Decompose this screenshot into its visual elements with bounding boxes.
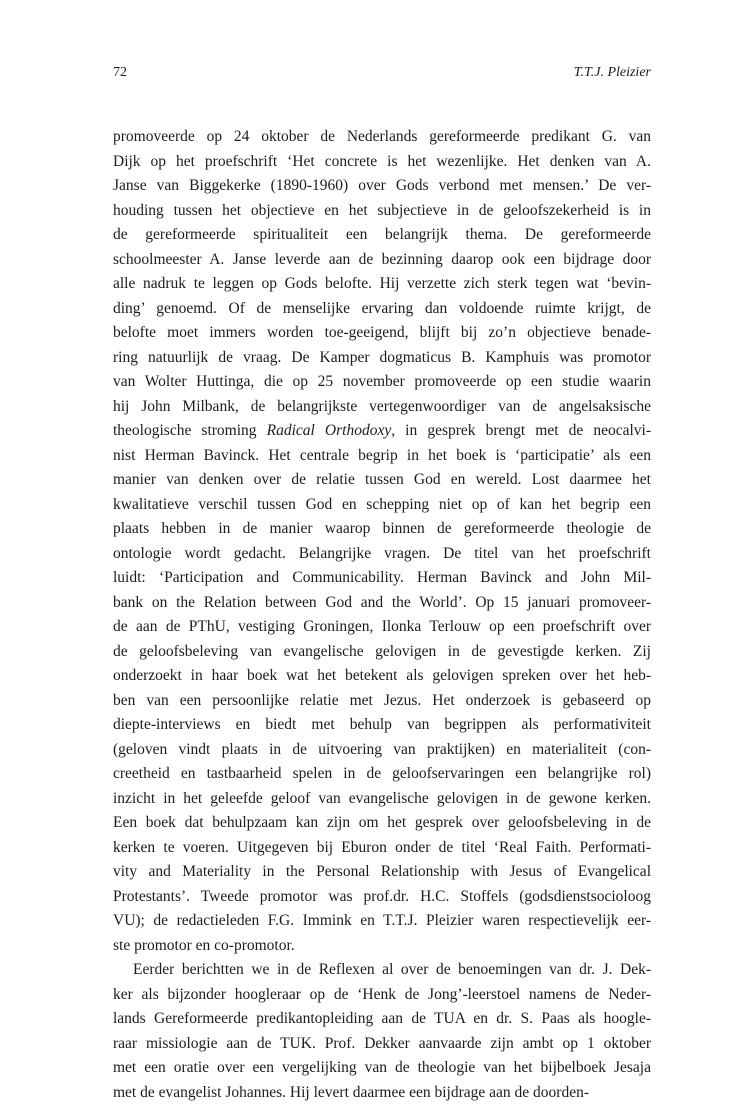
text-line: belofte moet immers worden toe-geeigend, blijft bij zo’n objectieve benade- [113, 321, 651, 346]
text-line: houding tussen het objectieve en het subjectieve in de geloofszekerheid is in [113, 199, 651, 224]
text-line: luidt: ‘Participation and Communicability. Herman Bavinck and John Mil- [113, 566, 651, 591]
text-line: (geloven vindt plaats in de uitvoering van praktijken) en materialiteit (con- [113, 738, 651, 763]
page-number: 72 [113, 64, 127, 82]
text-line: de aan de PThU, vestiging Groningen, Ilonka Terlouw op een proefschrift over [113, 615, 651, 640]
text-line: promoveerde op 24 oktober de Nederlands gereformeerde predikant G. van [113, 125, 651, 150]
text-line: Een boek dat behulpzaam kan zijn om het gesprek over geloofsbeleving in de [113, 811, 651, 836]
text-line: ring natuurlijk de vraag. De Kamper dogmaticus B. Kamphuis was promotor [113, 346, 651, 371]
text-line: ben van een persoonlijke relatie met Jezus. Het onderzoek is gebaseerd op [113, 689, 651, 714]
text-line: raar missiologie aan de TUK. Prof. Dekker aanvaarde zijn ambt op 1 oktober [113, 1032, 651, 1057]
paragraph [113, 958, 651, 1105]
text-line: kerken te voeren. Uitgegeven bij Eburon onder de titel ‘Real Faith. Performati- [113, 836, 651, 861]
text-line: inzicht in het geleefde geloof van evangelische gelovigen in de gewone kerken. [113, 787, 651, 812]
text-line: Janse van Biggekerke (1890-1960) over Gods verbond met mensen.’ De ver- [113, 174, 651, 199]
running-head-author: T.T.J. Pleizier [574, 64, 651, 82]
text-line: onderzoekt in haar boek wat het betekent als gelovigen spreken over het heb- [113, 664, 651, 689]
text-line: alle nadruk te leggen op Gods belofte. Hij verzette zich sterk tegen wat ‘bevin- [113, 272, 651, 297]
text-line: Eerder berichtten we in de Reflexen al over de benoemingen van dr. J. Dek- [113, 958, 651, 983]
text-line: Protestants’. Tweede promotor was prof.dr. H.C. Stoffels (godsdienstsocioloog [113, 885, 651, 910]
text-line: Dijk op het proefschrift ‘Het concrete is het wezenlijke. Het denken van A. [113, 150, 651, 175]
text-line: hij John Milbank, de belangrijkste vertegenwoordiger van de angelsaksische [113, 395, 651, 420]
text-line: plaats hebben in de manier waarop binnen de gereformeerde theologie de [113, 517, 651, 542]
text-line: lands Gereformeerde predikantopleiding aan de TUA en dr. S. Paas als hoogle- [113, 1007, 651, 1032]
text-line: ste promotor en co-promotor. [113, 934, 651, 959]
paragraph [113, 125, 651, 958]
text-line: vity and Materiality in the Personal Relationship with Jesus of Evangelical [113, 860, 651, 885]
text-line: ding’ genoemd. Of de menselijke ervaring dan voldoende ruimte krijgt, de [113, 297, 651, 322]
text-line: nist Herman Bavinck. Het centrale begrip in het boek is ‘participatie’ als een [113, 444, 651, 469]
text-line: met de evangelist Johannes. Hij levert daarmee een bijdrage aan de doorden- [113, 1081, 651, 1105]
text-line: bank on the Relation between God and the World’. Op 15 januari promoveer- [113, 591, 651, 616]
text-line: de gereformeerde spiritualiteit een belangrijk thema. De gereformeerde [113, 223, 651, 248]
text-line [113, 419, 651, 444]
text-line: ker als bijzonder hoogleraar op de ‘Henk de Jong’-leerstoel namens de Neder- [113, 983, 651, 1008]
text-line: schoolmeester A. Janse leverde aan de bezinning daarop ook een bijdrage door [113, 248, 651, 273]
text-line: creetheid en tastbaarheid spelen in de geloofservaringen een belangrijke rol) [113, 762, 651, 787]
text-line: ontologie wordt gedacht. Belangrijke vragen. De titel van het proefschrift [113, 542, 651, 567]
text-line: van Wolter Huttinga, die op 25 november promoveerde op een studie waarin [113, 370, 651, 395]
text-line: kwalitatieve verschil tussen God en schepping niet op of kan het begrip een [113, 493, 651, 518]
text-line: de geloofsbeleving van evangelische gelovigen in de gevestigde kerken. Zij [113, 640, 651, 665]
text-line: diepte-interviews en biedt met behulp van begrippen als performativiteit [113, 713, 651, 738]
text-line: VU); de redactieleden F.G. Immink en T.T.J. Pleizier waren respectievelijk eer- [113, 909, 651, 934]
italic-term: Radical Orthodoxy [267, 422, 392, 439]
body-text [113, 125, 651, 1105]
text-line: manier van denken over de relatie tussen God en wereld. Lost daarmee het [113, 468, 651, 493]
text-segment: theologische stroming [113, 422, 267, 439]
text-segment: , in gesprek brengt met de neocalvi- [391, 422, 651, 439]
text-line: met een oratie over een vergelijking van de theologie van het bijbelboek Jesaja [113, 1056, 651, 1081]
